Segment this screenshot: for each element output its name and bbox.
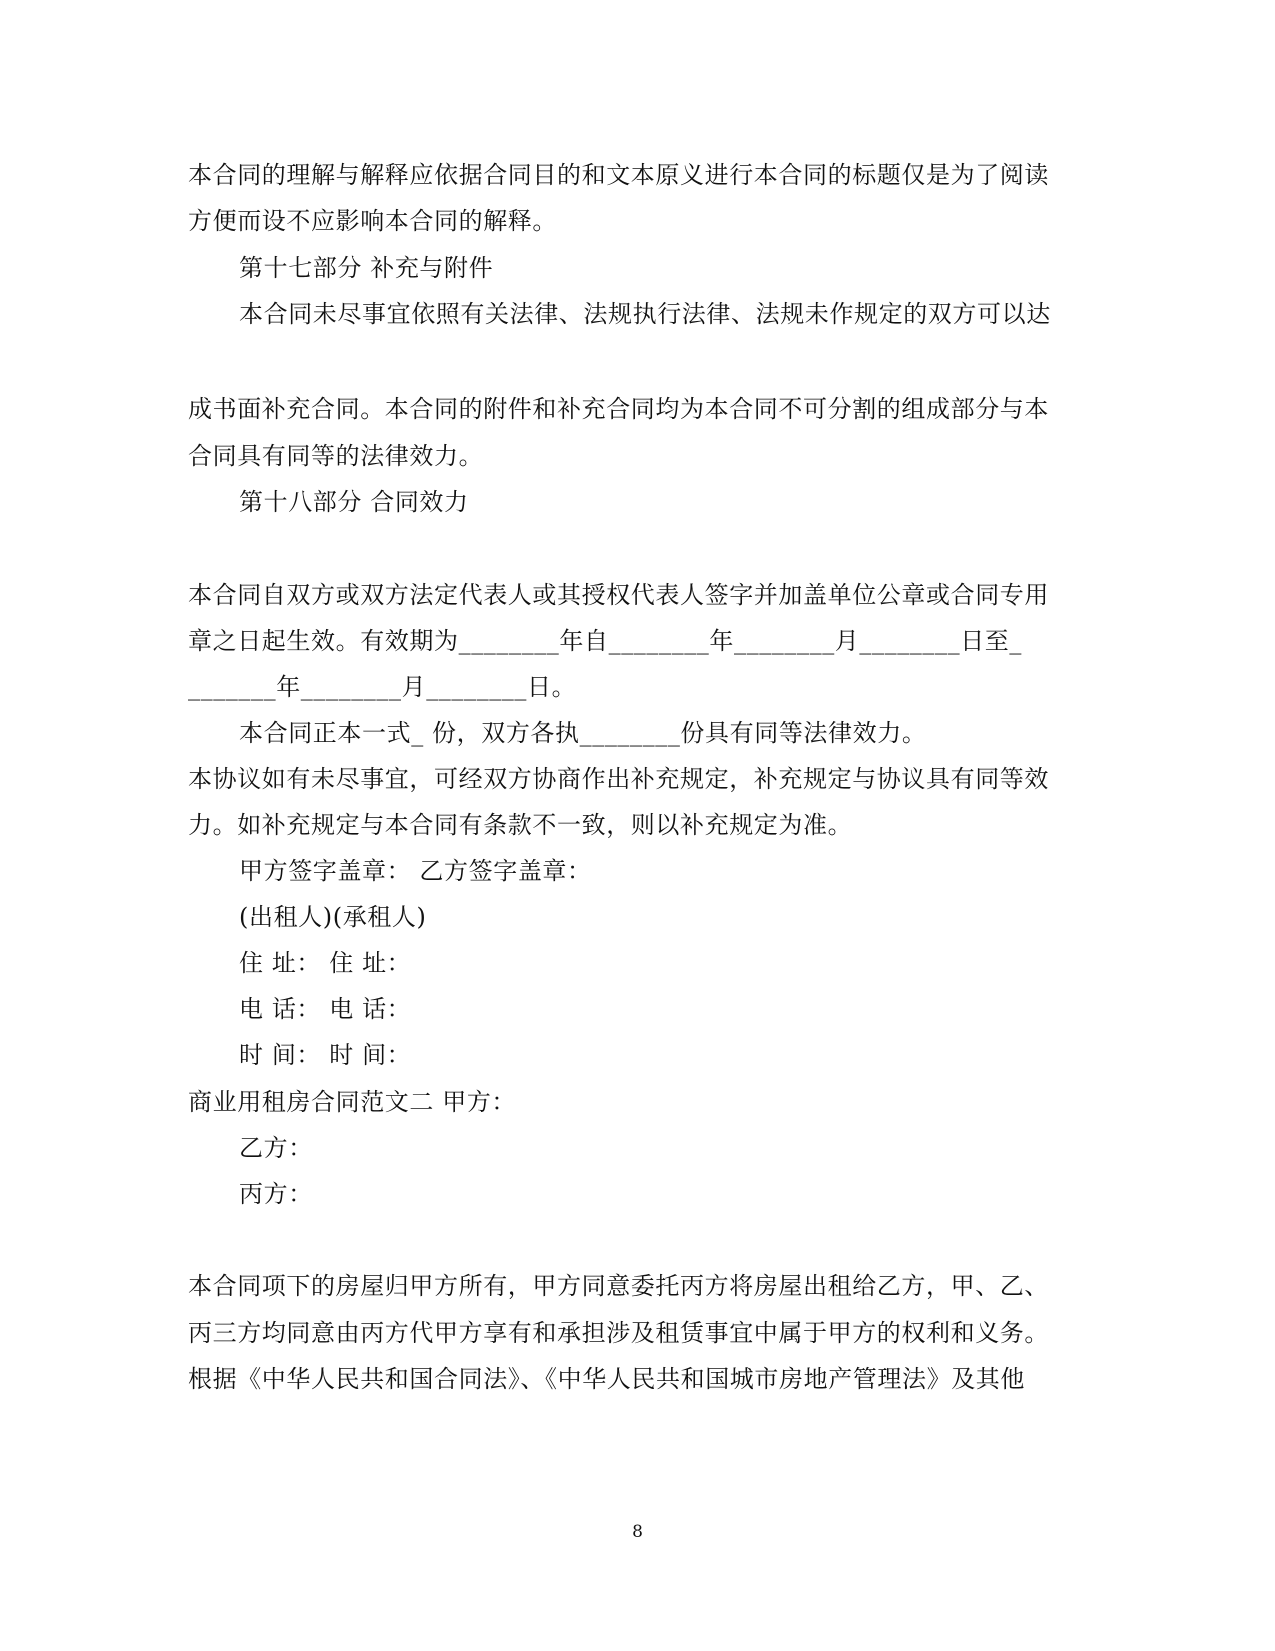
text-line: 合同具有同等的法律效力。 <box>188 442 484 470</box>
section-heading: 第十七部分 补充与附件 <box>239 254 494 282</box>
text-line: 本合同正本一式_ 份，双方各执________份具有同等法律效力。 <box>239 719 927 747</box>
text-line: 本合同自双方或双方法定代表人或其授权代表人签字并加盖单位公章或合同专用 <box>188 581 1049 609</box>
text-line: 成书面补充合同。本合同的附件和补充合同均为本合同不可分割的组成部分与本 <box>188 395 1049 423</box>
text-line: 力。如补充规定与本合同有条款不一致，则以补充规定为准。 <box>188 811 853 839</box>
text-line: 本合同未尽事宜依照有关法律、法规执行法律、法规未作规定的双方可以达 <box>239 300 1051 328</box>
party-role: (出租人)(承租人) <box>239 903 427 931</box>
page-number: 8 <box>632 1522 643 1542</box>
text-line: 本合同的理解与解释应依据合同目的和文本原义进行本合同的标题仅是为了阅读 <box>188 161 1049 189</box>
text-line: 方便而设不应影响本合同的解释。 <box>188 207 557 235</box>
party-label: 乙方： <box>239 1134 313 1162</box>
party-label: 丙方： <box>239 1180 313 1208</box>
text-line: 本协议如有未尽事宜，可经双方协商作出补充规定，补充规定与协议具有同等效 <box>188 765 1049 793</box>
text-line: _______年________月________日。 <box>188 673 577 701</box>
document-title-line: 商业用租房合同范文二 甲方： <box>188 1088 517 1116</box>
address-field-label: 住 址： 住 址： <box>239 949 412 977</box>
section-heading: 第十八部分 合同效力 <box>239 488 469 516</box>
text-line: 章之日起生效。有效期为________年自________年________月________日至_ <box>188 627 1022 655</box>
time-field-label: 时 间： 时 间： <box>239 1041 412 1069</box>
phone-field-label: 电 话： 电 话： <box>239 995 412 1023</box>
signature-label: 甲方签字盖章： 乙方签字盖章： <box>239 857 592 885</box>
text-line: 丙三方均同意由丙方代甲方享有和承担涉及租赁事宜中属于甲方的权利和义务。 <box>188 1319 1049 1347</box>
text-line: 本合同项下的房屋归甲方所有，甲方同意委托丙方将房屋出租给乙方，甲、乙、 <box>188 1272 1049 1300</box>
text-line: 根据《中华人民共和国合同法》、《中华人民共和国城市房地产管理法》及其他 <box>188 1365 1025 1393</box>
